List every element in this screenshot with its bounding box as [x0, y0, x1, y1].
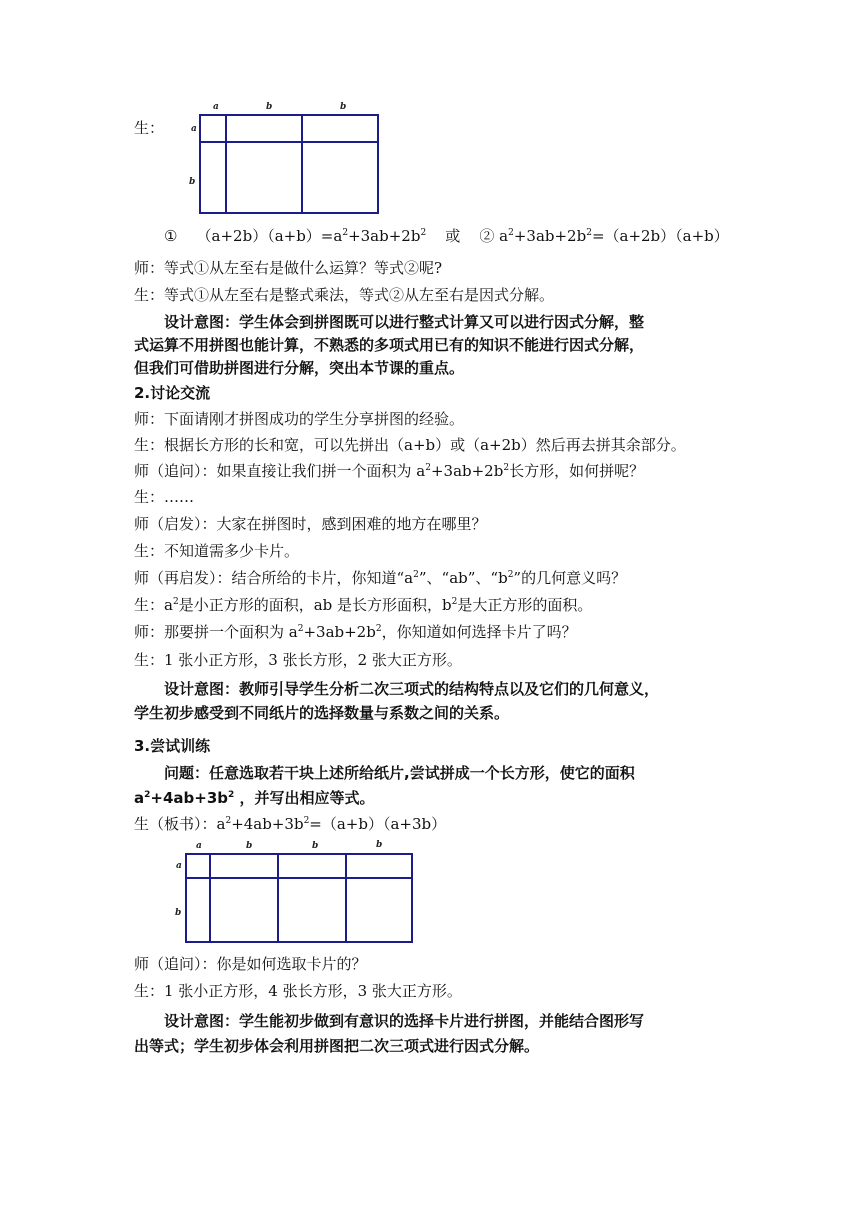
line-student-a1: 生：等式①从左至右是整式乘法，等式②从左至右是因式分解。: [134, 286, 555, 304]
tiling-figure-2: [170, 838, 420, 948]
line-student-a3: 生：……: [134, 488, 195, 506]
fig2-label-top-b1: b: [246, 841, 253, 851]
section-3-heading: 3.尝试训练: [134, 737, 211, 755]
fig1-label-side-b: b: [189, 177, 196, 187]
or-word: 或: [445, 227, 461, 245]
design-intent-3b: 出等式；学生初步体会利用拼图把二次三项式进行因式分解。: [134, 1037, 540, 1055]
fig1-label-top-b2: b: [340, 102, 347, 112]
problem-line-b: $a^2+4ab+3b^2$ ，并写出相应等式。: [134, 789, 375, 807]
line-teacher-q2: 师：下面请刚才拼图成功的学生分享拼图的经验。: [134, 410, 465, 428]
fig2-label-top-a: a: [196, 841, 202, 851]
line-student-a4: 生：不知道需多少卡片。: [134, 542, 300, 560]
fig2-label-top-b2: b: [312, 841, 319, 851]
design-intent-1b: 式运算不用拼图也能计算，不熟悉的多项式用已有的知识不能进行因式分解，: [134, 336, 645, 354]
design-intent-2a: 设计意图：教师引导学生分析二次三项式的结构特点以及它们的几何意义，: [164, 680, 660, 698]
eq2-number: ②: [479, 227, 495, 245]
fig1-label-top-a: a: [213, 102, 219, 112]
design-intent-2b: 学生初步感受到不同纸片的选择数量与系数之间的关系。: [134, 704, 510, 722]
eq1-number: ①: [164, 227, 178, 245]
fig2-label-side-b: b: [175, 908, 182, 918]
problem-line-a: 问题：任意选取若干块上述所给纸片,尝试拼成一个长方形，使它的面积: [164, 764, 635, 782]
tiling-figure-1: [184, 98, 384, 220]
speaker-label: 生：: [134, 119, 165, 137]
fig2-outer-rect: [186, 854, 412, 942]
line-teacher-q5: 师（再启发）：结合所给的卡片，你知道“$a^2$”、“ab”、“$b^2$”的几何意义吗？: [134, 569, 627, 587]
design-intent-1a: 设计意图：学生体会到拼图既可以进行整式计算又可以进行因式分解，整: [164, 313, 645, 331]
fig2-label-top-b3: b: [376, 840, 383, 850]
design-intent-1c: 但我们可借助拼图进行分解，突出本节课的重点。: [134, 359, 465, 377]
line-student-a6: 生：1 张小正方形，3 张长方形，2 张大正方形。: [134, 651, 462, 669]
line-student-a7: 生：1 张小正方形，4 张长方形，3 张大正方形。: [134, 982, 462, 1000]
eq1-left: （a+2b）（a+b）=a: [196, 227, 343, 245]
fig2-label-side-a: a: [176, 861, 182, 871]
line-teacher-q1: 师：等式①从左至右是做什么运算？等式②呢?: [134, 259, 443, 277]
design-intent-3a: 设计意图：学生能初步做到有意识的选择卡片进行拼图，并能结合图形写: [164, 1012, 645, 1030]
line-teacher-q7: 师（追问）：你是如何选取卡片的？: [134, 955, 367, 973]
line-teacher-q3: 师（追问）：如果直接让我们拼一个面积为 $a^2+3ab+2b^2$长方形，如何拼呢？: [134, 462, 645, 480]
fig1-label-side-a: a: [191, 124, 197, 134]
section-2-heading: 2.讨论交流: [134, 384, 211, 402]
line-teacher-q6: 师：那要拼一个面积为 $a^2+3ab+2b^2$，你知道如何选择卡片了吗？: [134, 623, 577, 641]
formula-line: ① $(a+2b)(a+b)=a^2+3ab+2b^2$ 或 ② $a^2+3ab+2b^2=(a+2b)(a+b)$: [164, 227, 729, 245]
line-teacher-q4: 师（启发）：大家在拼图时，感到困难的地方在哪里？: [134, 515, 487, 533]
line-student-board: 生（板书）：$a^2+4ab+3b^2=(a+b)(a+3b)$: [134, 815, 447, 833]
line-student-a2: 生：根据长方形的长和宽，可以先拼出（a+b）或（a+2b）然后再去拼其余部分。: [134, 436, 686, 454]
fig1-label-top-b1: b: [266, 102, 273, 112]
line-student-a5: 生：$a^2$是小正方形的面积，ab 是长方形面积，$b^2$是大正方形的面积。: [134, 596, 593, 614]
